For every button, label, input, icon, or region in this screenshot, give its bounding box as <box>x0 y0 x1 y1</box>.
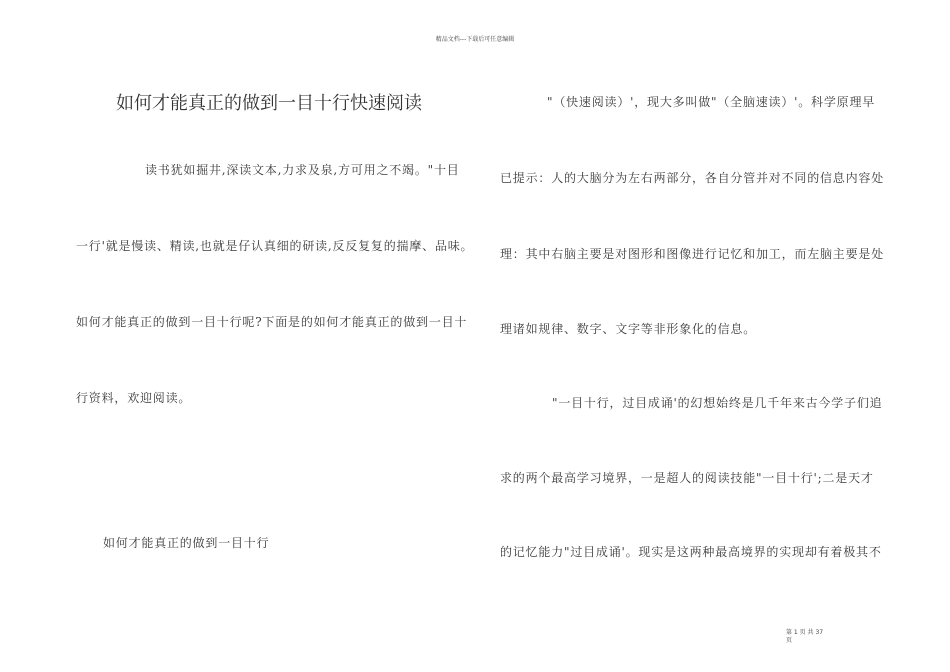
subheading: 如何才能真正的做到一目十行 <box>103 536 270 550</box>
left-paragraph-line-4: 行资料，欢迎阅读。 <box>76 391 192 405</box>
page-number <box>786 629 836 645</box>
page-number-suffix: 页 <box>786 637 793 644</box>
right-paragraph-line-1: "（快速阅读）'，现大多叫做"（全脑速读）'。科学原理早 <box>547 95 876 109</box>
right-paragraph-line-2: 已提示：人的大脑分为左右两部分，各自分管并对不同的信息内容处 <box>500 171 885 185</box>
page-number-label: 第 1 页 共 37 <box>786 629 824 636</box>
right-paragraph-line-6: 求的两个最高学习境界，一是超人的阅读技能"一目十行';二是天才 <box>500 471 874 485</box>
left-paragraph-line-1: 读书犹如掘井,深读文本,力求及泉,方可用之不竭。"十目 <box>145 163 460 177</box>
document-header: 精品文档---下载后可任意编辑 <box>435 36 515 43</box>
left-paragraph-line-3: 如何才能真正的做到一目十行呢?下面是的如何才能真正的做到一目十 <box>76 315 468 329</box>
left-paragraph-line-2: 一行'就是慢读、精读,也就是仔认真细的研读,反反复复的揣摩、品味。 <box>76 239 474 253</box>
right-paragraph-line-7: 的记忆能力"过目成诵'。现实是这两种最高境界的实现却有着极其不 <box>500 545 882 559</box>
article-title: 如何才能真正的做到一目十行快速阅读 <box>116 93 422 114</box>
right-paragraph-line-5: "一目十行，过目成诵'的幻想始终是几千年来古今学子们追 <box>552 396 883 410</box>
right-paragraph-line-4: 理诸如规律、数字、文字等非形象化的信息。 <box>500 322 757 336</box>
right-paragraph-line-3: 理：其中右脑主要是对图形和图像进行记忆和加工，而左脑主要是处 <box>500 247 885 261</box>
